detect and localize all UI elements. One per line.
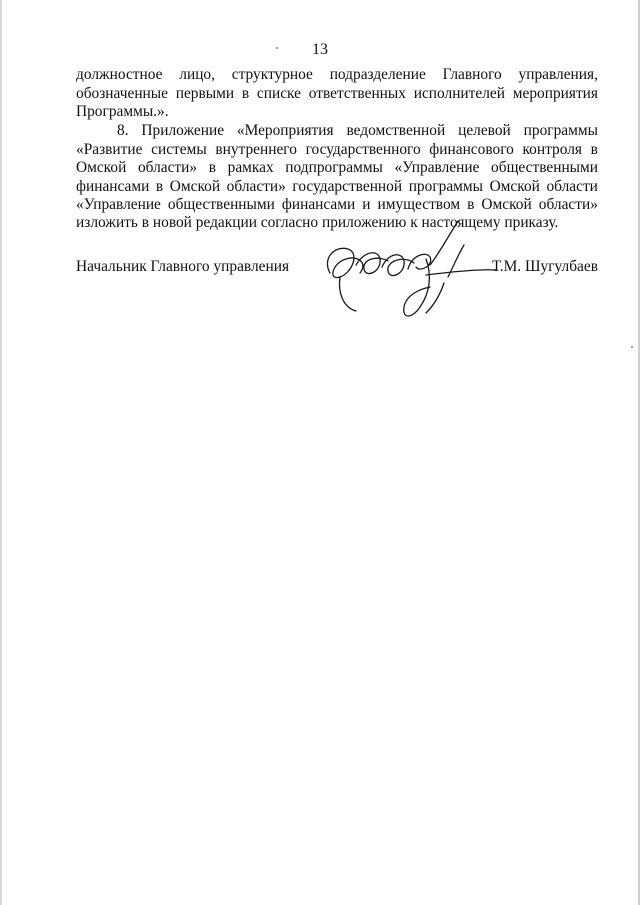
word: «Управление — [394, 159, 480, 176]
signer-name: Т.М. Шугулбаев — [491, 258, 598, 275]
word: Омской — [76, 159, 127, 176]
word: лицо, — [179, 66, 215, 83]
word: в — [590, 141, 598, 158]
body-line-3: Программы.». — [76, 103, 169, 120]
word: ответственных — [308, 85, 406, 102]
word: в — [467, 196, 475, 213]
word: контроля — [522, 141, 582, 158]
page-number: 13 — [312, 41, 328, 58]
word: программы — [523, 122, 598, 139]
word: финансами — [281, 196, 356, 213]
word: области — [546, 178, 598, 195]
word: должностное — [76, 66, 163, 83]
word: области» — [137, 159, 198, 176]
scan-speck — [631, 346, 633, 348]
word: подразделение — [329, 66, 426, 83]
word: области» — [538, 196, 598, 213]
word: в — [208, 159, 216, 176]
word: Приложение — [141, 122, 225, 139]
word: подпрограммы — [285, 159, 383, 176]
word: системы — [151, 141, 207, 158]
body-line-7 — [76, 177, 598, 196]
word: государственной — [292, 178, 403, 195]
signer-title: Начальник Главного управления — [76, 258, 290, 275]
word: программы — [408, 178, 483, 195]
word: обозначенные — [76, 85, 168, 102]
word: Омской — [481, 196, 532, 213]
word: «Управление — [76, 196, 161, 213]
body-line-9: изложить в новой редакции согласно приложению к настоящему приказу. — [76, 214, 559, 231]
body-line-4 — [117, 121, 598, 140]
word: мероприятия — [512, 85, 598, 102]
word: ведомственной — [346, 122, 446, 139]
word: внутреннего — [215, 141, 297, 158]
body-line-5 — [76, 140, 598, 159]
word: «Мероприятия — [236, 122, 334, 139]
word: управления, — [518, 66, 598, 83]
word: рамках — [227, 159, 274, 176]
word: списке — [256, 85, 301, 102]
word: структурное — [231, 66, 313, 83]
word: государственного — [305, 141, 421, 158]
body-line-2 — [76, 84, 598, 103]
body-line-8 — [76, 195, 598, 214]
word: Омской — [489, 178, 540, 195]
scan-edge-left — [0, 0, 2, 905]
word: финансами — [76, 178, 150, 195]
word: общественными — [491, 159, 598, 176]
word: первыми — [175, 85, 235, 102]
word: имуществом — [377, 196, 461, 213]
word: и — [362, 196, 371, 213]
body-line-1 — [76, 65, 598, 84]
word: в — [241, 85, 250, 102]
word: области» — [226, 178, 286, 195]
word: финансового — [429, 141, 514, 158]
word: в — [155, 178, 164, 195]
word: «Развитие — [76, 141, 143, 158]
signature-block — [76, 255, 598, 325]
word: целевой — [458, 122, 511, 139]
body-line-6 — [76, 158, 598, 177]
word: Главного — [442, 66, 502, 83]
handwritten-signature — [308, 215, 498, 325]
word: Омской — [169, 178, 221, 195]
word: исполнителей — [413, 85, 505, 102]
word: 8. — [117, 122, 129, 139]
word: общественными — [167, 196, 275, 213]
